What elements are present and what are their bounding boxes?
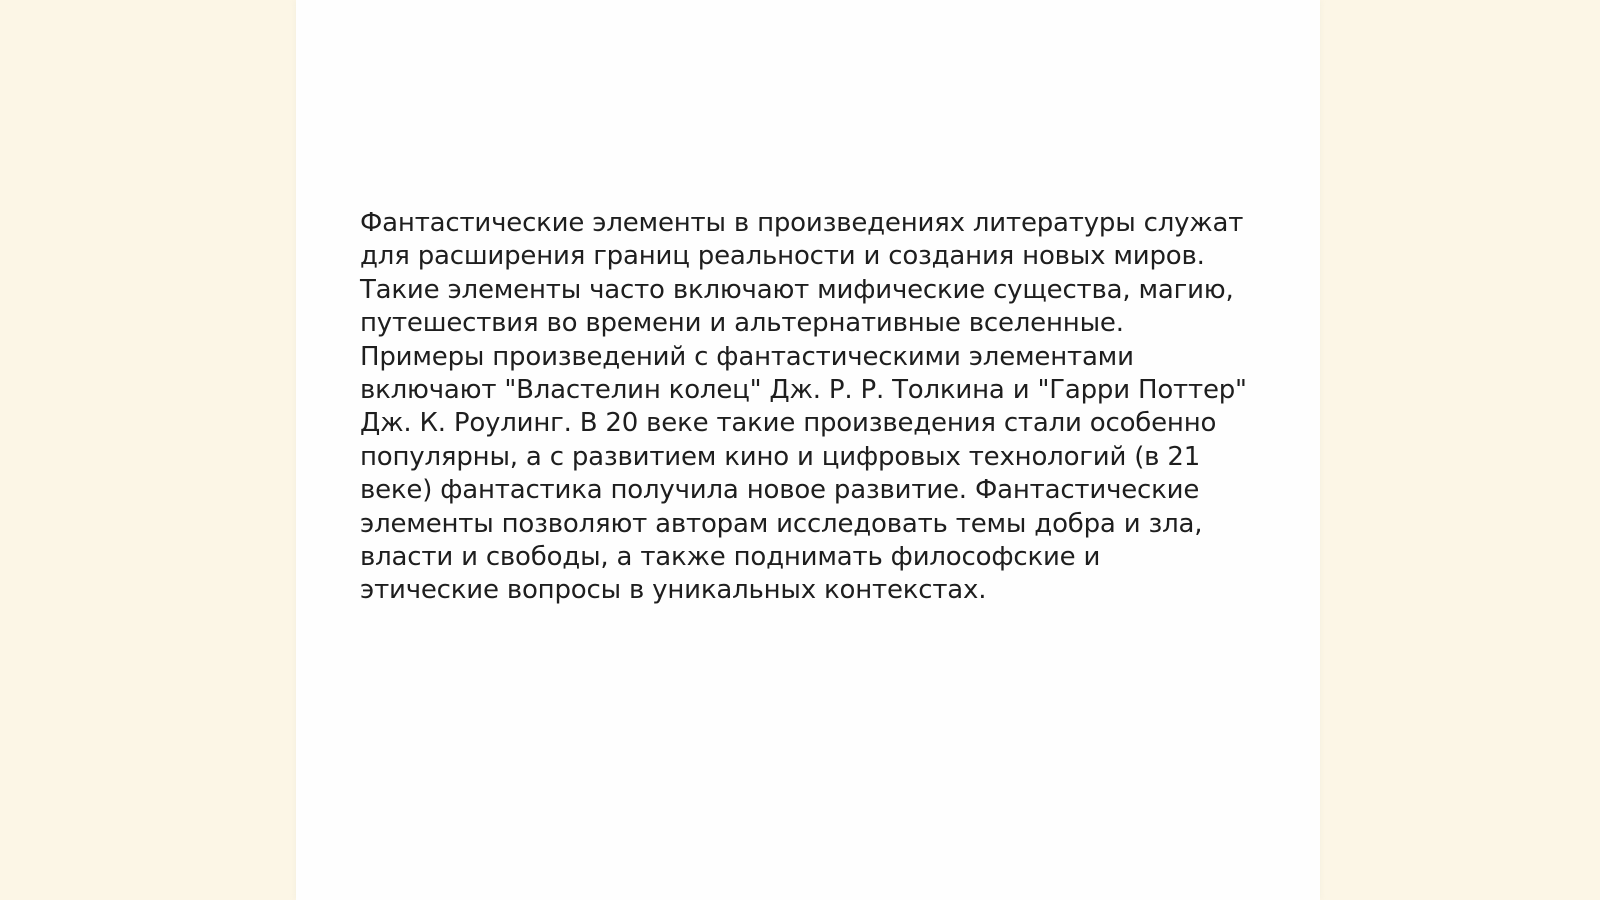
paragraph-line: веке) фантастика получила новое развитие. Фантастические (360, 475, 1200, 506)
body-paragraph (360, 207, 1260, 608)
paragraph-line: популярны, а с развитием кино и цифровых технологий (в 21 (360, 441, 1201, 472)
paragraph-line: Фантастические элементы в произведениях литературы служат (360, 208, 1244, 238)
paragraph-line: путешествия во времени и альтернативные вселенные. (360, 308, 1124, 339)
paragraph-line: элементы позволяют авторам исследовать темы добра и зла, (360, 508, 1203, 539)
paragraph-line: Такие элементы часто включают мифические существа, магию, (360, 274, 1234, 305)
paragraph-line: Примеры произведений с фантастическими элементами (360, 341, 1134, 372)
paragraph-line: включают "Властелин колец" Дж. Р. Р. Толкина и "Гарри Поттер" (360, 375, 1247, 406)
paragraph-line: Дж. К. Роулинг. В 20 веке такие произведения стали особенно (360, 408, 1217, 439)
paragraph-line: для расширения границ реальности и создания новых миров. (360, 241, 1205, 272)
paragraph-line: власти и свободы, а также поднимать философские и (360, 542, 1101, 573)
paragraph-line: этические вопросы в уникальных контекстах. (360, 575, 987, 606)
